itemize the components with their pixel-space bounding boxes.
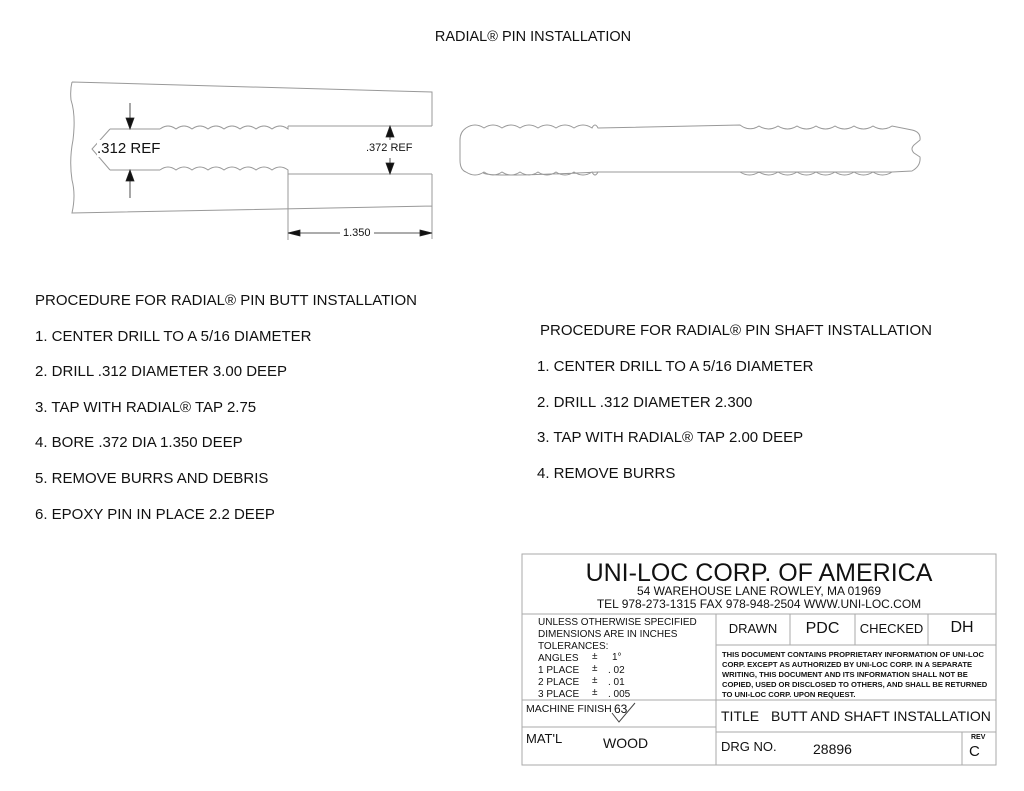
butt-procedure-heading: PROCEDURE FOR RADIAL® PIN BUTT INSTALLATION — [35, 292, 417, 309]
tol-3place-value: . 005 — [608, 689, 631, 700]
material-label: MAT'L — [526, 731, 563, 746]
sheet-title: RADIAL® PIN INSTALLATION — [434, 29, 632, 45]
butt-step: 4. BORE .372 DIA 1.350 DEEP — [35, 434, 243, 451]
tol-sign: ± — [592, 687, 598, 698]
drawing-number-label: DRG NO. — [721, 739, 777, 754]
revision-label: REV — [971, 734, 986, 741]
company-address: 54 WAREHOUSE LANE ROWLEY, MA 01969 — [636, 584, 882, 598]
butt-outline — [71, 82, 432, 239]
dim-312-ref: .312 REF — [97, 140, 161, 157]
tol-sign: ± — [592, 651, 598, 662]
machine-finish-label: MACHINE FINISH — [526, 703, 612, 715]
drawing-number-value: 28896 — [813, 741, 852, 757]
butt-step: 1. CENTER DRILL TO A 5/16 DIAMETER — [35, 328, 312, 345]
tol-1place-value: . 02 — [608, 665, 625, 676]
tol-2place-value: . 01 — [608, 677, 625, 688]
tolerance-note-1: UNLESS OTHERWISE SPECIFIED — [538, 617, 697, 628]
tolerance-note-3: TOLERANCES: — [538, 641, 609, 652]
tol-angles-value: 1° — [612, 652, 622, 663]
butt-thread-bottom — [160, 167, 288, 174]
butt-thread-top — [160, 126, 288, 129]
company-name: UNI-LOC CORP. OF AMERICA — [585, 559, 933, 587]
company-contact: TEL 978-273-1315 FAX 978-948-2504 WWW.UNI-LOC.COM — [596, 597, 922, 611]
tol-angles-label: ANGLES — [538, 653, 579, 664]
revision-value: C — [969, 743, 980, 760]
dimensions — [126, 103, 432, 236]
tol-1place-label: 1 PLACE — [538, 665, 580, 676]
butt-step: 2. DRILL .312 DIAMETER 3.00 DEEP — [35, 363, 288, 380]
drawn-value: PDC — [805, 620, 840, 637]
shaft-procedure-heading: PROCEDURE FOR RADIAL® PIN SHAFT INSTALLATION — [540, 322, 932, 339]
shaft-step: 1. CENTER DRILL TO A 5/16 DIAMETER — [537, 358, 814, 375]
tolerance-note-2: DIMENSIONS ARE IN INCHES — [538, 629, 678, 640]
dim-372-ref: .372 REF — [366, 142, 413, 154]
drawn-label: DRAWN — [728, 621, 778, 636]
proprietary-notice: THIS DOCUMENT CONTAINS PROPRIETARY INFORMATION OF UNI-LOC CORP. EXCEPT AS AUTHORIZED BY UNI-LOC CORP. IN A SEPARATE WRITING, THIS DOCUMENT AND ITS INFORMATION SHALL NOT BE COPIED, USED OR DISCLOSED TO OTHERS, AND SHALL BE RETURNED TO UNI-LOC CORP. UPON REQUEST. — [722, 650, 988, 699]
butt-step: 3. TAP WITH RADIAL® TAP 2.75 — [35, 399, 257, 416]
checked-label: CHECKED — [859, 621, 924, 636]
butt-step: 5. REMOVE BURRS AND DEBRIS — [35, 470, 269, 487]
tol-sign: ± — [592, 675, 598, 686]
shaft-step: 2. DRILL .312 DIAMETER 2.300 — [537, 394, 753, 411]
shaft-outline — [460, 125, 920, 175]
material-value: WOOD — [603, 735, 649, 751]
machine-finish-value: 63 — [614, 702, 628, 716]
dim-1350: 1.350 — [343, 227, 371, 239]
tol-3place-label: 3 PLACE — [538, 689, 580, 700]
title-label: TITLE — [721, 708, 760, 724]
shaft-step: 4. REMOVE BURRS — [537, 465, 676, 482]
title-value: BUTT AND SHAFT INSTALLATION — [771, 708, 991, 724]
shaft-step: 3. TAP WITH RADIAL® TAP 2.00 DEEP — [537, 429, 804, 446]
checked-value: DH — [950, 619, 974, 636]
tol-2place-label: 2 PLACE — [538, 677, 580, 688]
tol-sign: ± — [592, 663, 598, 674]
butt-step: 6. EPOXY PIN IN PLACE 2.2 DEEP — [35, 506, 275, 523]
